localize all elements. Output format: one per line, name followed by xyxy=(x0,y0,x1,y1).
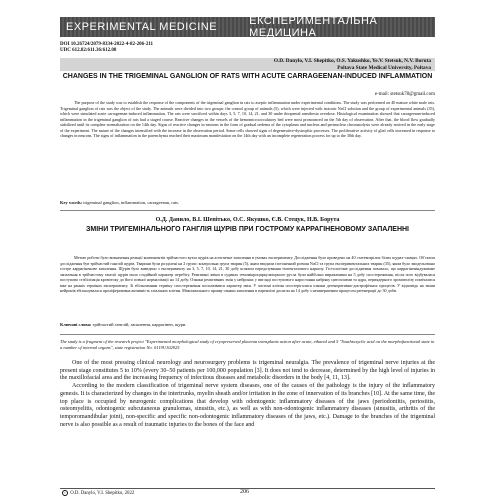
journal-header-banner xyxy=(60,17,435,37)
authors-en: O.D. Danylo, V.I. Shepitko, O.S. Yakushko, Ye.V. Stetsuk, N.V. Boruta xyxy=(273,58,431,64)
keywords-text: trigeminal ganglion, inflammation, carrageenan, rats. xyxy=(83,200,179,205)
affiliation-en: Poltava State Medical University, Poltava xyxy=(337,64,431,71)
contact-email[interactable]: e-mail: stetsuk78@gmail.com xyxy=(374,92,435,97)
article-title-en: CHANGES IN THE TRIGEMINAL GANGLION OF RATS WITH ACUTE CARRAGEENAN-INDUCED INFLAMMATION xyxy=(62,73,433,80)
abstract-en-text: The purpose of the study was to establish the response of the components of the trigeminal ganglion in rats to aseptic inflammation under experimental conditions. The study was performed on 40 mature white male rats. Trigeminal ganglion of rats was the object of the study. The animals were divided into two groups: the control group of animals (5), which were injected with isotonic NaCl solution and the group of experimental animals (35), which were simulated acute carrageenan-induced inflammation. The rats were sacrificed within days 3, 5, 7, 10, 14, 21, and 30 under thiopental anesthesia overdose. Histological examination showed that carrageenan-induced inflammation in the trigeminal ganglion of rats had a staged course. Reactive changes in the vessels of the hemomicrocirculatory bed were most pronounced on the 5th day of observation. After that, the blood flow gradually stabilized until its complete normalization on the 14th day. Signs of reactive changes in neurons in the form of gradual oedema of the cytoplasm and nucleus and perinuclear chromatolysis were already noticed in the early stage of the experiment. The nature of the changes intensified with the increase in the observation period. Some cells showed signs of degenerative-dystrophic processes. The proliferative activity of glial cells increased in response to changes in neurons. The signs of inflammation in the parenchyma reached their maximum manifestation on the 14th day with an incomplete regeneration process for up to the 30th day. xyxy=(60,100,435,138)
copyright-text: O.D. Danylo, V.I. Shepitko, 2022 xyxy=(70,491,135,496)
section-divider-2 xyxy=(60,334,435,335)
keywords-ua-text: трійчастий ганглій, запалення, каррагінен, щури. xyxy=(92,322,187,327)
copyright-icon: © xyxy=(63,491,67,495)
keywords-label: Key words: xyxy=(60,200,83,205)
abstract-ua-text: Метою роботи було визначення реакції компонентів трійчастого вузла щурів на асептичне запалення в умовах експерименту. Дослідження було проведено на 40 статевозрілих білих щурах-самцях. Об'єктом дослідження був трійчастий ганглій щурів. Тварини були розділені на 2 групи: контрольна група тварин (5), яким вводили ізотонічний розчин NaCl та група експериментальних тварин (35), яким було змодельовано гостре каррагіненове запалення. Щурів було виведено з експерименту на 3, 5, 7, 10, 14, 21, 30 добу шляхом передозування тіопенталового наркозу. Гістологічне дослідження показало, що каррагіненіндуковане запалення в трійчастому ганглії щурів мало стадійний характер перебігу. Реактивні зміни в судинах гемомікроциркуляторного русла були найбільш вираженими на 5 добу спостереження, після чого відбувалася поступова стабілізація кровотоку до його повної нормалізації на 14 добу. Ознаки реактивних змін у нейронах у вигляді поступового наростання набряку цитоплазми та ядра, периядерного хроматолізу помічалися вже на ранніх термінах експерименту. Зі збільшенням терміну спостереження посилювався характер змін. У частині клітин спостерігалися ознаки дегенеративно-дистрофічних процесів. У відповідь на зміни нейронів збільшувалася проліферативна активність гліальних клітин. Максимального прояву ознаки запалення в паренхімі досягли на 14 добу з незавершеним процесом регенерації до 30 доби. xyxy=(60,255,435,293)
udc: UDC 612.82:611.36:612.08 xyxy=(60,48,117,53)
authors-bar-en xyxy=(60,58,435,71)
section-divider xyxy=(60,210,435,211)
research-note: The study is a fragment of the research project "Experimental morphological study of cryopreserved placenta transplants action after acute, ethanol and 5 "Southtoxyclic acid on the morphofunctional state in a number of internal organs", state registration No. 0119U102925 xyxy=(60,339,435,350)
journal-name-ua: ЕКСПЕРИМЕНТАЛЬНА МЕДИЦИНА xyxy=(249,15,378,39)
page-number: 206 xyxy=(240,489,249,495)
footer-copyright xyxy=(62,490,134,496)
body-paragraph-1: One of the most pressing clinical neurology and neurosurgery problems is trigeminal neuralgia. The prevalence of trigeminal nerve injuries at the present stage constitutes 5 to 10% (every 30–50 patients per 100,000 population [3]. It does not tend to decrease, determined by the high level of injuries in the maxillofacial area and the increasing frequency of infectious diseases and metabolic disorders in the body [4, 11, 13]. xyxy=(60,360,435,382)
keywords-ua-label: Ключові слова: xyxy=(60,322,92,327)
keywords-ua xyxy=(60,322,435,327)
article-body xyxy=(60,360,435,429)
abstract-ua xyxy=(60,255,435,294)
article-identifiers xyxy=(60,42,153,54)
authors-ua: О.Д. Данило, В.І. Шепітько, О.С. Якушко, Є.В. Стецук, Н.В. Борута xyxy=(155,217,340,223)
doi[interactable]: DOI 10.26724/2079-8334-2022-4-82-206-211 xyxy=(60,42,154,47)
keywords-en xyxy=(60,200,435,205)
abstract-en xyxy=(60,100,435,139)
journal-name-en: EXPERIMENTAL MEDICINE xyxy=(66,21,218,33)
body-paragraph-2: According to the modern classification of trigeminal nerve system diseases, one of the causes of the pathology is the injury of the inflammatory genesis. It is characterized by changes in the intertrunks, myelin sheath and/or irritation in the zone of innervation of its branches [10]. At the same time, the top place is occupied by neurogenic complications that develop with odontogenic inflammatory diseases of the jaws (periodontitis, periostitis, osteomyelitis, odontogenic subcutaneous granulomas, sinusitis, etc.), as well as with non-odontogenic inflammatory diseases (sinusitis, arthritis of the temporomandibular joint), non-specific and specific non-odontogenic inflammatory diseases of the jaws, etc.). Damage to the branches of the trigeminal nerve is also possible as a result of traumatic injuries to the bones of the face and xyxy=(60,383,435,428)
article-title-ua: ЗМІНИ ТРИГЕМІНАЛЬНОГО ГАНГЛІЯ ЩУРІВ ПРИ ГОСТРОМУ КАРРАГІНЕНОВОМУ ЗАПАЛЕННІ xyxy=(85,226,409,233)
